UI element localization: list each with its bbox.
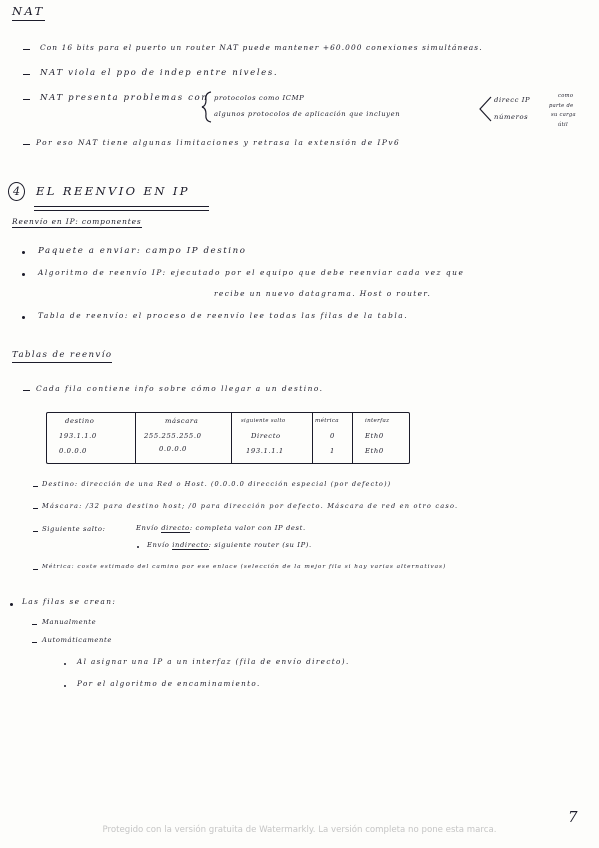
section-number-circle: 4 (8, 182, 25, 201)
side-note-3: su carga (551, 112, 576, 118)
table-col-divider (135, 413, 136, 463)
table-header-destino: destino (65, 417, 95, 425)
bullet-dash (23, 74, 30, 75)
filas-heading: Las filas se crean: (22, 597, 117, 606)
routing-table (46, 412, 410, 464)
table-cell: 193.1.1.1 (246, 447, 284, 455)
envio-indirecto (147, 542, 312, 549)
componente-2: Algoritmo de reenvío IP: ejecutado por el equipo que debe reenviar cada vez que (38, 268, 465, 277)
table-header-metrica: métrica (315, 418, 339, 424)
section-title: EL REENVIO EN IP (36, 184, 190, 198)
nat-sub-1: protocolos como ICMP (214, 94, 305, 102)
watermark: Protegido con la versión gratuita de Watermarkly. La versión completa no pone esta marca. (102, 825, 497, 835)
bullet-dot (64, 663, 66, 665)
nat-item-1: Con 16 bits para el puerto un router NAT puede mantener +60.000 conexiones simultáneas. (40, 43, 483, 52)
bullet-dot (22, 251, 25, 254)
side-note-4: útil (558, 122, 568, 128)
page-number: 7 (568, 808, 578, 826)
bullet-dash (33, 486, 38, 487)
bullet-dash (23, 99, 30, 100)
bullet-dash (23, 144, 30, 145)
nat-item-4: Por eso NAT tiene algunas limitaciones y retrasa la extensión de IPv6 (36, 138, 401, 147)
envio-rest: : siguiente router (su IP). (208, 541, 312, 549)
bullet-dot (10, 603, 13, 606)
tablas-intro: Cada fila contiene info sobre cómo llegar a un destino. (36, 384, 324, 393)
underline (34, 206, 209, 207)
envio-directo (136, 525, 306, 532)
tablas-heading: Tablas de reenvío (12, 351, 112, 363)
bracket-item-1: direcc IP (494, 96, 531, 104)
underline (34, 210, 209, 211)
table-col-divider (312, 413, 313, 463)
envio-rest: : completa valor con IP dest. (189, 524, 306, 532)
filas-sub-1: Al asignar una IP a un interfaz (fila de envío directo). (77, 657, 350, 666)
bullet-dash (33, 569, 38, 570)
table-header-interfaz: interfaz (365, 418, 390, 424)
componente-3: Tabla de reenvío: el proceso de reenvío lee todas las filas de la tabla. (38, 311, 409, 320)
table-cell: 0.0.0.0 (59, 447, 87, 455)
table-cell: 1 (330, 447, 335, 455)
table-col-divider (231, 413, 232, 463)
bullet-dash (23, 390, 30, 391)
componente-1: Paquete a enviar: campo IP destino (38, 246, 247, 256)
curly-brace-icon (200, 90, 214, 124)
filas-item-2: Automáticamente (42, 636, 112, 644)
angle-bracket-icon (477, 95, 493, 123)
table-cell: 0.0.0.0 (159, 445, 187, 453)
bullet-dash (23, 49, 30, 50)
side-note-2: parte de (549, 103, 574, 109)
note-mascara: Máscara: /32 para destino host; /0 para dirección por defecto. Máscara de red en otro caso. (42, 502, 459, 510)
nat-item-3: NAT presenta problemas con (40, 93, 209, 103)
side-note-1: como (558, 93, 574, 99)
bullet-dot (64, 685, 66, 687)
componente-2-cont: recibe un nuevo datagrama. Host o router. (214, 289, 432, 298)
table-header-siguiente-salto: siguiente salto (241, 418, 286, 424)
envio-prefix: Envío (136, 524, 159, 532)
table-header-mascara: máscara (165, 417, 199, 425)
table-cell: 255.255.255.0 (144, 432, 202, 440)
table-cell: Directo (251, 432, 281, 440)
envio-prefix: Envío (147, 541, 170, 549)
envio-key-indirecto: indirecto (172, 541, 209, 549)
bullet-dot (22, 316, 25, 319)
nat-heading: NAT (12, 6, 45, 21)
note-destino: Destino: dirección de una Red o Host. (0.0.0.0 dirección especial (por defecto)) (42, 480, 392, 488)
nat-item-2: NAT viola el ppo de indep entre niveles. (40, 68, 279, 78)
envio-key-directo: directo (161, 524, 190, 532)
table-cell: Eth0 (365, 432, 384, 440)
bullet-dash (32, 624, 37, 625)
bullet-dot (22, 273, 25, 276)
nat-sub-2: algunos protocolos de aplicación que incluyen (214, 110, 401, 118)
table-cell: Eth0 (365, 447, 384, 455)
bullet-dot (137, 546, 139, 548)
table-col-divider (352, 413, 353, 463)
table-cell: 0 (330, 432, 335, 440)
table-cell: 193.1.1.0 (59, 432, 97, 440)
bracket-item-2: números (494, 113, 529, 121)
bullet-dash (33, 508, 38, 509)
note-metrica: Métrica: coste estimado del camino por ese enlace (selección de la mejor fila si hay varias alternativas) (42, 564, 447, 570)
note-siguiente-salto: Siguiente salto: (42, 525, 106, 533)
bullet-dash (33, 531, 38, 532)
filas-sub-2: Por el algoritmo de encaminamiento. (77, 679, 261, 688)
componentes-heading: Reenvío en IP: componentes (12, 218, 142, 228)
filas-item-1: Manualmente (42, 618, 97, 626)
bullet-dash (32, 642, 37, 643)
